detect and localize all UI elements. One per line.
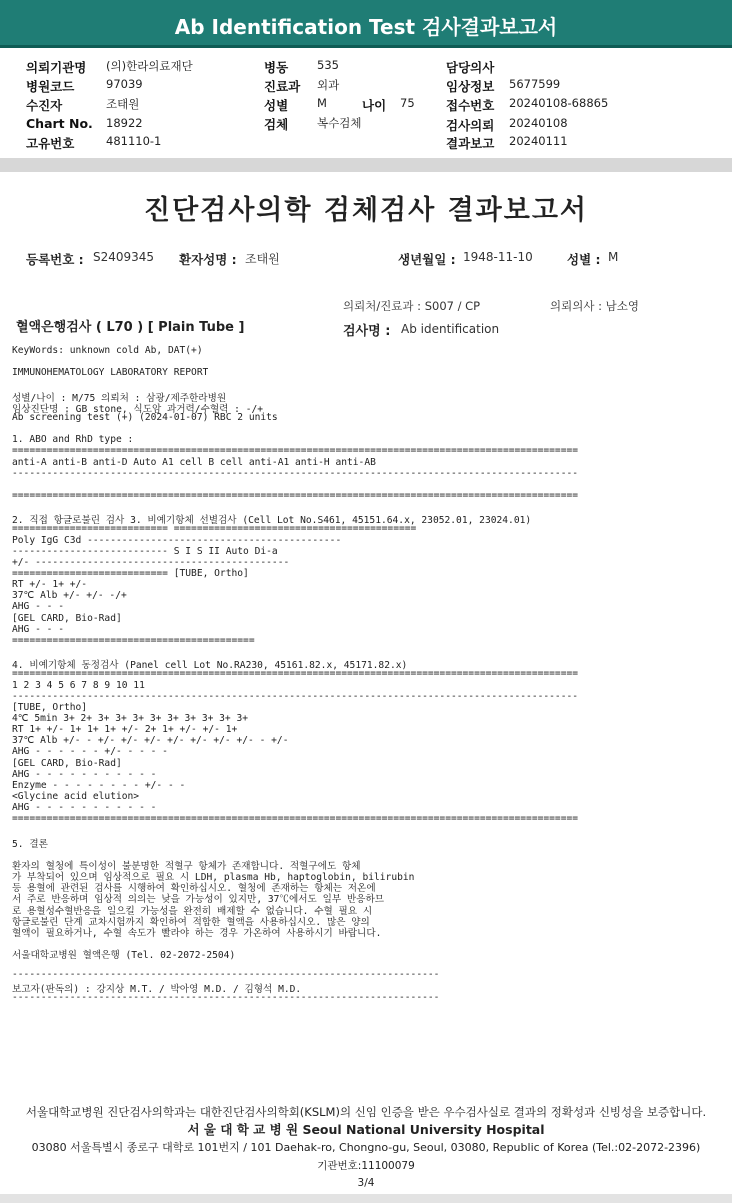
reg-label: 등록번호 : — [26, 252, 84, 267]
report-line: Poly IgG C3d -------------------------------------------- — [12, 534, 342, 546]
report-line: =========================== [TUBE, Ortho] — [12, 568, 249, 579]
patient-label: 환자성명 : — [179, 252, 237, 267]
report-line: [TUBE, Ortho] — [12, 701, 88, 713]
dept-info: 의뢰처/진료과 : S007 / CP — [343, 299, 481, 313]
report-line: ================================================================================================== — [12, 813, 579, 825]
header-value: 535 — [317, 58, 339, 72]
header-value: 20240108-68865 — [509, 96, 609, 110]
header-label: 병원코드 — [26, 79, 75, 94]
report-line: 등 용혈에 관련된 검사를 시행하여 확인하십시오. 혈청에 존재하는 항체는 저온에 — [12, 883, 376, 895]
footer-cert: 서울대학교병원 진단검사의학과는 대한진단검사의학회(KSLM)의 신임 인증을 받은 우수검사실로 결과의 정확성과 신빙성을 보증합니다. — [25, 1105, 707, 1119]
header-label: 진료과 — [264, 79, 301, 94]
header-label: 결과보고 — [446, 136, 495, 151]
birth-value: 1948-11-10 — [463, 250, 533, 264]
report-line: 1. ABO and RhD type : — [12, 434, 134, 446]
header-value: 20240111 — [509, 134, 568, 148]
report-line: Ab screening test (+) (2024-01-07) RBC 2 units — [12, 411, 278, 423]
sex-label: 성별 : — [567, 252, 601, 267]
header-value: (의)한라의료재단 — [106, 59, 193, 73]
report-line: 항글로불린 단계 교차시험까지 확인하여 적합한 혈액을 사용하십시오. 많은 양의 — [12, 916, 370, 928]
header-label: 검체 — [264, 117, 289, 132]
report-line: --------------------------- S I S II Auto Di-a — [12, 545, 278, 557]
report-line: =========================== ========================================== — [12, 523, 417, 535]
report-line: 5. 결론 — [12, 838, 48, 850]
footer-institution-no: 기관번호:11100079 — [317, 1160, 415, 1172]
age-value: 75 — [400, 96, 415, 110]
header-value: 복수검체 — [317, 116, 362, 130]
report-line: 서 주로 반응하며 임상적 의의는 낮을 가능성이 있지만, 37℃에서도 일부 반응하므 — [12, 894, 384, 906]
report-line: 37℃ Alb +/- - +/- +/- +/- +/- +/- +/- +/- - +/- — [12, 735, 289, 747]
report-line: KeyWords: unknown cold Ab, DAT(+) — [12, 345, 203, 356]
header-value: 20240108 — [509, 116, 568, 130]
header-label: 임상정보 — [446, 79, 495, 94]
report-line: 로 용혈성수혈반응을 일으킬 가능성을 완전히 배제할 수 없습니다. 수혈 필요 시 — [12, 905, 373, 917]
header-label: 검사의뢰 — [446, 118, 495, 133]
report-line: 4℃ 5min 3+ 2+ 3+ 3+ 3+ 3+ 3+ 3+ 3+ 3+ 3+ — [12, 712, 249, 724]
report-line: ========================================== — [12, 634, 255, 646]
age-label: 나이 — [362, 98, 387, 113]
exam-value: Ab identification — [401, 322, 500, 336]
report-line: 가 부착되어 있으며 임상적으로 필요 시 LDH, plasma Hb, haptoglobin, bilirubin — [12, 872, 415, 884]
header-value: 5677599 — [509, 77, 561, 91]
birth-label: 생년월일 : — [398, 252, 456, 267]
report-line: 혈액이 필요하거나, 수혈 속도가 빨라야 하는 경우 가온하여 사용하시기 바랍니다. — [12, 927, 382, 939]
report-line: anti-A anti-B anti-D Auto A1 cell B cell anti-A1 anti-H anti-AB — [12, 456, 376, 468]
report-line: AHG - - - - - - +/- - - - - — [12, 746, 168, 758]
report-line: 임상진단명 : GB stone, 식도암 과거력/수혈력 : -/+ — [12, 403, 264, 415]
report-line: AHG - - - - - - - - - - - — [12, 802, 157, 814]
report-line: 보고자(판독의) : 강지상 M.T. / 박아영 M.D. / 김형석 M.D. — [12, 983, 302, 995]
report-line: IMMUNOHEMATOLOGY LABORATORY REPORT — [12, 367, 209, 379]
header-label: 고유번호 — [26, 136, 75, 151]
header-value: 97039 — [106, 77, 143, 91]
header-label: 병동 — [264, 60, 289, 75]
exam-label: 검사명 : — [343, 324, 391, 339]
section-divider — [0, 158, 732, 172]
report-line: -------------------------------------------------------------------------- — [12, 969, 440, 981]
report-line: [GEL CARD, Bio-Rad] — [12, 757, 122, 769]
patient-value: 조태원 — [245, 252, 280, 266]
report-line: ================================================================================================== — [12, 489, 579, 501]
report-line: AHG - - - — [12, 623, 64, 635]
report-line: 2. 직접 항글로불린 검사 3. 비예기항체 선별검사 (Cell Lot No.S461, 45151.64.x, 23052.01, 23024.01) — [12, 515, 532, 527]
title-banner — [0, 0, 732, 48]
report-line: 1 2 3 4 5 6 7 8 9 10 11 — [12, 679, 145, 691]
report-title: 진단검사의학 검체검사 결과보고서 — [143, 195, 589, 226]
report-line: [GEL CARD, Bio-Rad] — [12, 612, 122, 624]
report-line: +/- -------------------------------------------- — [12, 556, 290, 568]
report-line: 4. 비예기항체 동정검사 (Panel cell Lot No.RA230, 45161.82.x, 45171.82.x) — [12, 660, 408, 672]
report-line: 37℃ Alb +/- +/- -/+ — [12, 590, 127, 602]
reg-value: S2409345 — [93, 250, 155, 264]
page-number: 3/4 — [357, 1177, 375, 1189]
report-line: Enzyme - - - - - - - - +/- - - — [12, 779, 186, 791]
doctor-info: 의뢰의사 : 남소영 — [550, 299, 639, 313]
report-line: AHG - - - - - - - - - - - — [12, 768, 157, 780]
bottom-bar — [0, 1194, 732, 1203]
header-label: 수진자 — [26, 98, 63, 113]
report-line: AHG - - - — [12, 601, 64, 613]
header-label: 담당의사 — [446, 60, 495, 75]
report-line: 성별/나이 : M/75 의뢰처 : 삼광/제주한라병원 — [12, 392, 227, 404]
test-name: 혈액은행검사 ( L70 ) [ Plain Tube ] — [16, 320, 245, 335]
header-label: 의뢰기관명 — [26, 60, 87, 75]
header-value: 조태원 — [106, 97, 140, 111]
report-line: ================================================================================================== — [12, 445, 579, 457]
header-value: 외과 — [317, 78, 340, 92]
report-line: ================================================================================================== — [12, 668, 579, 680]
header-label: Chart No. — [26, 116, 93, 131]
header-value: 481110-1 — [106, 134, 162, 148]
footer-hospital: 서 울 대 학 교 병 원 Seoul National University Hospital — [187, 1122, 545, 1137]
header-value: M — [317, 96, 327, 110]
report-line: -------------------------------------------------------------------------- — [12, 991, 440, 1003]
header-value: 18922 — [106, 116, 143, 130]
report-line: 서울대학교병원 혈액은행 (Tel. 02-2072-2504) — [12, 950, 236, 962]
report-line: RT 1+ +/- 1+ 1+ 1+ +/- 2+ 1+ +/- +/- 1+ — [12, 724, 238, 736]
header-label: 성별 — [264, 98, 289, 113]
report-line: 환자의 혈청에 특이성이 불분명한 적혈구 항체가 존재합니다. 적혈구에도 항체 — [12, 860, 361, 872]
sex-value: M — [608, 250, 619, 264]
report-line: <Glycine acid elution> — [12, 791, 140, 802]
header-label: 접수번호 — [446, 98, 495, 113]
banner-title: Ab Identification Test 검사결과보고서 — [174, 15, 558, 39]
footer-address: 03080 서울특별시 종로구 대학로 101번지 / 101 Daehak-ro, Chongno-gu, Seoul, 03080, Republic of Korea (Tel.:02-2072-2396) — [31, 1141, 701, 1154]
report-line: -------------------------------------------------------------------------------------------------- — [12, 690, 579, 702]
report-line: -------------------------------------------------------------------------------------------------- — [12, 467, 579, 479]
report-line: RT +/- 1+ +/- — [12, 579, 88, 591]
